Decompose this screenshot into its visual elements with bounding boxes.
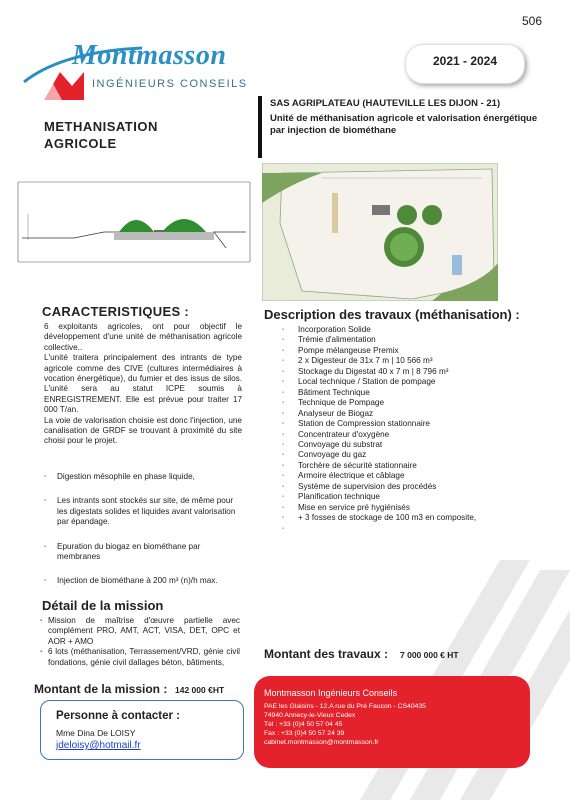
- contact-title: Personne à contacter :: [56, 710, 180, 722]
- contact-name: Mme Dina De LOISY: [56, 728, 136, 738]
- mission-amount-label: Montant de la mission :: [34, 682, 168, 696]
- title-divider: [258, 96, 262, 158]
- caracteristiques-title: CARACTERISTIQUES :: [42, 304, 189, 319]
- cross-section-drawing: [14, 174, 254, 264]
- carac-bullet: ▪ Injection de biométhane à 200 m³ (n)/h max.: [44, 576, 244, 586]
- mission-amount: 142 000 €HT: [175, 685, 225, 695]
- project-heading: [270, 98, 538, 137]
- travaux-item: ▪ Station de Compression stationnaire: [282, 419, 522, 429]
- travaux-item: ▪ Convoyage du substrat: [282, 440, 522, 450]
- category-title: [44, 118, 158, 152]
- company-phone: Tél : +33 (0)4 50 57 04 45: [264, 721, 343, 728]
- mission-item: ▪ 6 lots (méthanisation, Terrassement/VRD, génie civil fondations, génie civil dallages béton, bâtiments,: [40, 647, 240, 668]
- mission-item: ▪ Mission de maîtrise d'œuvre partielle avec complément PRO, AMT, ACT, VISA, DET, OPC et AOR + AMO: [40, 616, 240, 647]
- project-client: SAS AGRIPLATEAU (HAUTEVILLE LES DIJON - 21): [270, 98, 501, 109]
- caracteristiques-text: [44, 322, 242, 447]
- travaux-item: ▪ Technique de Pompage: [282, 398, 522, 408]
- page-number: 506: [521, 14, 542, 28]
- company-name: Montmasson Ingénieurs Conseils: [264, 688, 398, 698]
- mission-title: Détail de la mission: [42, 598, 164, 613]
- travaux-item: ▪ Armoire électrique et câblage: [282, 471, 522, 481]
- travaux-item: ▪ Planification technique: [282, 492, 522, 502]
- travaux-item: ▪ 2 x Digesteur de 31x 7 m | 10 566 m³: [282, 356, 522, 366]
- travaux-amount: 7 000 000 € HT: [400, 650, 459, 660]
- carac-bullet: ▪ Les intrants sont stockés sur site, de même pour les digestats solides et liquides avant valorisation par épandage.: [44, 496, 244, 527]
- travaux-list: [282, 325, 522, 534]
- travaux-item: ▪ Pompe mélangeuse Premix: [282, 346, 522, 356]
- travaux-item: ▪ Incorporation Solide: [282, 325, 522, 335]
- carac-paragraph: 6 exploitants agricoles, ont pour objectif le développement d'une unité de méthanisation agricole collective..: [44, 322, 242, 352]
- travaux-item: ▪ Stockage du Digestat 40 x 7 m | 8 796 m³: [282, 367, 522, 377]
- travaux-item: ▪ Local technique / Station de pompage: [282, 377, 522, 387]
- company-address: PAE les Glaisins - 12.A rue du Pré Faucon - CS40435: [264, 703, 426, 710]
- company-email[interactable]: cabinet.montmasson@montmasson.fr: [264, 739, 379, 746]
- category-line1: METHANISATION: [44, 119, 158, 134]
- travaux-item: ▪ Convoyage du gaz: [282, 450, 522, 460]
- logo-wordmark: Montmasson: [72, 40, 227, 71]
- travaux-item: [282, 524, 522, 534]
- period-text: 2021 - 2024: [432, 54, 498, 68]
- travaux-title: Description des travaux (méthanisation) :: [264, 307, 520, 322]
- mission-list: [40, 616, 240, 668]
- travaux-item: ▪ + 3 fosses de stockage de 100 m3 en composite,: [282, 513, 522, 523]
- carac-paragraph: La voie de valorisation choisie est donc l'injection, une canalisation de GRDF se trouvant à proximité du site choisi pour le projet.: [44, 415, 242, 446]
- carac-paragraph: L'unité traitera principalement des intrants de type agricole comme des CIVE (cultures intermédiaires à vocation énergétique), du fumier et des issus de silos. L'unité sera au statut ICPE soumis à ENREGISTREMENT. Elle est prévue pour traiter 17 000 T/an.: [44, 353, 242, 415]
- category-line2: AGRICOLE: [44, 136, 117, 151]
- travaux-item: ▪ Mise en service pré hygiénisés: [282, 503, 522, 513]
- caracteristiques-bullets: [44, 472, 244, 601]
- travaux-item: ▪ Analyseur de Biogaz: [282, 409, 522, 419]
- logo-tagline: INGÉNIEURS CONSEILS: [92, 78, 248, 90]
- travaux-item: ▪ Bâtiment Technique: [282, 388, 522, 398]
- travaux-item: ▪ Concentrateur d'oxygène: [282, 430, 522, 440]
- travaux-amount-label: Montant des travaux :: [264, 647, 389, 661]
- travaux-item: ▪ Trémie d'alimentation: [282, 335, 522, 345]
- carac-bullet: ▪ Epuration du biogaz en biométhane par membranes: [44, 542, 244, 563]
- travaux-item: ▪ Système de supervision des procédés: [282, 482, 522, 492]
- company-fax: Fax : +33 (0)4 50 57 24 39: [264, 730, 345, 737]
- carac-bullet: ▪ Digestion mésophile en phase liquide,: [44, 472, 244, 482]
- company-city: 74940 Annecy-le-Vieux Cedex: [264, 712, 356, 719]
- travaux-item: ▪ Torchère de sécurité stationnaire: [282, 461, 522, 471]
- site-plan-drawing: [262, 163, 498, 301]
- period-badge: [405, 44, 525, 84]
- contact-email-link[interactable]: jdeloisy@hotmail.fr: [56, 740, 141, 751]
- project-description: Unité de méthanisation agricole et valorisation énergétique par injection de biométhane: [270, 113, 538, 136]
